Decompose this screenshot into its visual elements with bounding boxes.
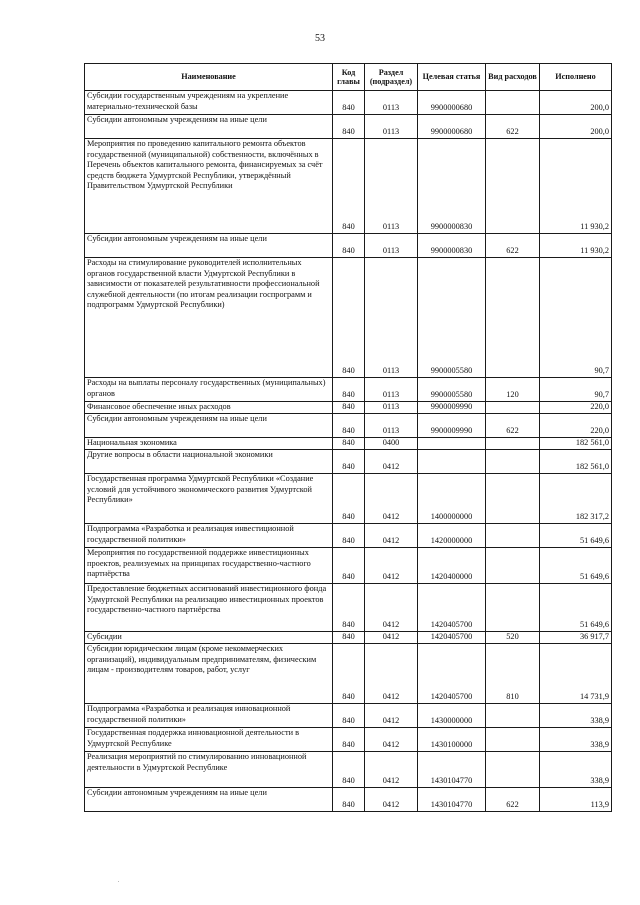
cell-expense-type (486, 438, 540, 450)
cell-article: 1420405700 (418, 584, 486, 632)
cell-section: 0412 (365, 632, 418, 644)
cell-expense-type (486, 524, 540, 548)
cell-executed: 182 561,0 (540, 450, 612, 474)
cell-section: 0113 (365, 378, 418, 402)
column-header-name: Наименование (85, 64, 333, 91)
cell-article: 9900000830 (418, 234, 486, 258)
cell-section: 0412 (365, 548, 418, 584)
cell-expense-type (486, 258, 540, 378)
cell-chapter: 840 (333, 632, 365, 644)
cell-executed: 51 649,6 (540, 524, 612, 548)
cell-chapter: 840 (333, 584, 365, 632)
cell-chapter: 840 (333, 139, 365, 234)
cell-chapter: 840 (333, 378, 365, 402)
cell-article: 9900005580 (418, 258, 486, 378)
cell-article: 1430104770 (418, 788, 486, 812)
cell-section: 0113 (365, 115, 418, 139)
cell-expense-type (486, 548, 540, 584)
cell-chapter: 840 (333, 644, 365, 704)
cell-name: Расходы на стимулирование руководителей исполнительных органов государственной власти Удмуртской Республики в зависимости от показателей результативности профессиональной служебной деятельности (по итогам реализации госпрограмм и подпрограмм Удмуртской Республики) (85, 258, 333, 378)
column-header-executed: Исполнено (540, 64, 612, 91)
cell-article: 9900000680 (418, 115, 486, 139)
table-header-row (85, 64, 612, 91)
cell-article (418, 438, 486, 450)
cell-article: 9900009990 (418, 402, 486, 414)
cell-article: 1420405700 (418, 644, 486, 704)
cell-expense-type: 622 (486, 115, 540, 139)
column-header-article: Целевая статья (418, 64, 486, 91)
cell-chapter: 840 (333, 788, 365, 812)
cell-section: 0412 (365, 524, 418, 548)
column-header-expense-type: Вид расходов (486, 64, 540, 91)
cell-article: 9900000680 (418, 91, 486, 115)
cell-expense-type: 520 (486, 632, 540, 644)
cell-name: Расходы на выплаты персоналу государственных (муниципальных) органов (85, 378, 333, 402)
cell-chapter: 840 (333, 234, 365, 258)
cell-executed: 338,9 (540, 704, 612, 728)
cell-expense-type (486, 584, 540, 632)
page-number: 53 (315, 33, 325, 44)
cell-chapter: 840 (333, 115, 365, 139)
cell-expense-type (486, 402, 540, 414)
cell-article: 1420400000 (418, 548, 486, 584)
cell-section: 0113 (365, 414, 418, 438)
column-header-section: Раздел (подраздел) (365, 64, 418, 91)
cell-executed: 11 930,2 (540, 234, 612, 258)
cell-section: 0113 (365, 91, 418, 115)
cell-chapter: 840 (333, 414, 365, 438)
table-row (85, 632, 612, 644)
cell-expense-type (486, 139, 540, 234)
cell-expense-type (486, 704, 540, 728)
cell-section: 0412 (365, 450, 418, 474)
cell-article: 1430104770 (418, 752, 486, 788)
cell-name: Подпрограмма «Разработка и реализация инновационной государственной политики» (85, 704, 333, 728)
cell-chapter: 840 (333, 91, 365, 115)
cell-article (418, 450, 486, 474)
table-row (85, 378, 612, 402)
table-row (85, 548, 612, 584)
cell-article: 1420405700 (418, 632, 486, 644)
cell-section: 0412 (365, 728, 418, 752)
cell-section: 0113 (365, 234, 418, 258)
cell-chapter: 840 (333, 402, 365, 414)
table-body (85, 91, 612, 812)
cell-expense-type: 810 (486, 644, 540, 704)
table-row (85, 258, 612, 378)
table-row (85, 91, 612, 115)
table-row (85, 474, 612, 524)
cell-chapter: 840 (333, 258, 365, 378)
cell-name: Предоставление бюджетных ассигнований инвестиционного фонда Удмуртской Республики на реализацию инвестиционных проектов государственно-частного партнёрства (85, 584, 333, 632)
cell-executed: 90,7 (540, 258, 612, 378)
cell-section: 0412 (365, 752, 418, 788)
table-row (85, 728, 612, 752)
cell-executed: 51 649,6 (540, 548, 612, 584)
table-row (85, 115, 612, 139)
cell-chapter: 840 (333, 524, 365, 548)
cell-section: 0113 (365, 402, 418, 414)
cell-section: 0412 (365, 788, 418, 812)
table-row (85, 524, 612, 548)
cell-executed: 11 930,2 (540, 139, 612, 234)
cell-name: Реализация мероприятий по стимулированию инновационной деятельности в Удмуртской Республике (85, 752, 333, 788)
scan-mark (118, 881, 119, 882)
cell-executed: 113,9 (540, 788, 612, 812)
cell-name: Субсидии автономным учреждениям на иные цели (85, 234, 333, 258)
cell-name: Другие вопросы в области национальной экономики (85, 450, 333, 474)
cell-article: 1430100000 (418, 728, 486, 752)
cell-name: Государственная программа Удмуртской Республики «Создание условий для устойчивого экономического развития Удмуртской Республики» (85, 474, 333, 524)
cell-article: 9900000830 (418, 139, 486, 234)
cell-expense-type (486, 474, 540, 524)
cell-section: 0113 (365, 139, 418, 234)
cell-name: Подпрограмма «Разработка и реализация инвестиционной государственной политики» (85, 524, 333, 548)
cell-article: 1430000000 (418, 704, 486, 728)
cell-executed: 338,9 (540, 752, 612, 788)
cell-name: Мероприятия по государственной поддержке инвестиционных проектов, реализуемых на принципах государственно-частного партнёрства (85, 548, 333, 584)
table-row (85, 704, 612, 728)
budget-execution-table (84, 63, 612, 812)
cell-executed: 182 561,0 (540, 438, 612, 450)
cell-chapter: 840 (333, 704, 365, 728)
cell-chapter: 840 (333, 548, 365, 584)
cell-name: Национальная экономика (85, 438, 333, 450)
table-row (85, 139, 612, 234)
cell-expense-type: 622 (486, 788, 540, 812)
cell-name: Субсидии государственным учреждениям на укрепление материально-технической базы (85, 91, 333, 115)
cell-executed: 200,0 (540, 91, 612, 115)
cell-name: Субсидии (85, 632, 333, 644)
cell-chapter: 840 (333, 438, 365, 450)
cell-expense-type: 120 (486, 378, 540, 402)
cell-executed: 14 731,9 (540, 644, 612, 704)
cell-executed: 36 917,7 (540, 632, 612, 644)
cell-section: 0412 (365, 474, 418, 524)
cell-executed: 90,7 (540, 378, 612, 402)
table-row (85, 644, 612, 704)
cell-name: Мероприятия по проведению капитального ремонта объектов государственной (муниципальной) собственности, включённых в Перечень объектов капитального ремонта, финансируемых за счёт средств бюджета Удмуртской Республики, утверждённый Правительством Удмуртской Республики (85, 139, 333, 234)
table-row (85, 438, 612, 450)
cell-name: Финансовое обеспечение иных расходов (85, 402, 333, 414)
cell-article: 9900005580 (418, 378, 486, 402)
cell-section: 0412 (365, 584, 418, 632)
cell-expense-type: 622 (486, 234, 540, 258)
cell-chapter: 840 (333, 728, 365, 752)
cell-name: Субсидии юридическим лицам (кроме некоммерческих организаций), индивидуальным предпринимателям, физическим лицам - производителям товаров, работ, услуг (85, 644, 333, 704)
table-row (85, 402, 612, 414)
cell-section: 0412 (365, 704, 418, 728)
cell-chapter: 840 (333, 474, 365, 524)
cell-section: 0113 (365, 258, 418, 378)
cell-executed: 220,0 (540, 414, 612, 438)
table-row (85, 414, 612, 438)
cell-name: Государственная поддержка инновационной деятельности в Удмуртской Республике (85, 728, 333, 752)
cell-expense-type (486, 728, 540, 752)
cell-executed: 200,0 (540, 115, 612, 139)
cell-article: 1420000000 (418, 524, 486, 548)
cell-article: 9900009990 (418, 414, 486, 438)
cell-expense-type (486, 752, 540, 788)
table-row (85, 788, 612, 812)
cell-expense-type (486, 450, 540, 474)
cell-executed: 338,9 (540, 728, 612, 752)
column-header-chapter: Код главы (333, 64, 365, 91)
cell-executed: 182 317,2 (540, 474, 612, 524)
table-row (85, 234, 612, 258)
cell-section: 0400 (365, 438, 418, 450)
table-row (85, 584, 612, 632)
cell-executed: 51 649,6 (540, 584, 612, 632)
cell-name: Субсидии автономным учреждениям на иные цели (85, 788, 333, 812)
cell-expense-type (486, 91, 540, 115)
cell-chapter: 840 (333, 752, 365, 788)
table-row (85, 450, 612, 474)
cell-name: Субсидии автономным учреждениям на иные цели (85, 414, 333, 438)
cell-expense-type: 622 (486, 414, 540, 438)
table-row (85, 752, 612, 788)
cell-name: Субсидии автономным учреждениям на иные цели (85, 115, 333, 139)
cell-section: 0412 (365, 644, 418, 704)
cell-executed: 220,0 (540, 402, 612, 414)
cell-chapter: 840 (333, 450, 365, 474)
cell-article: 1400000000 (418, 474, 486, 524)
